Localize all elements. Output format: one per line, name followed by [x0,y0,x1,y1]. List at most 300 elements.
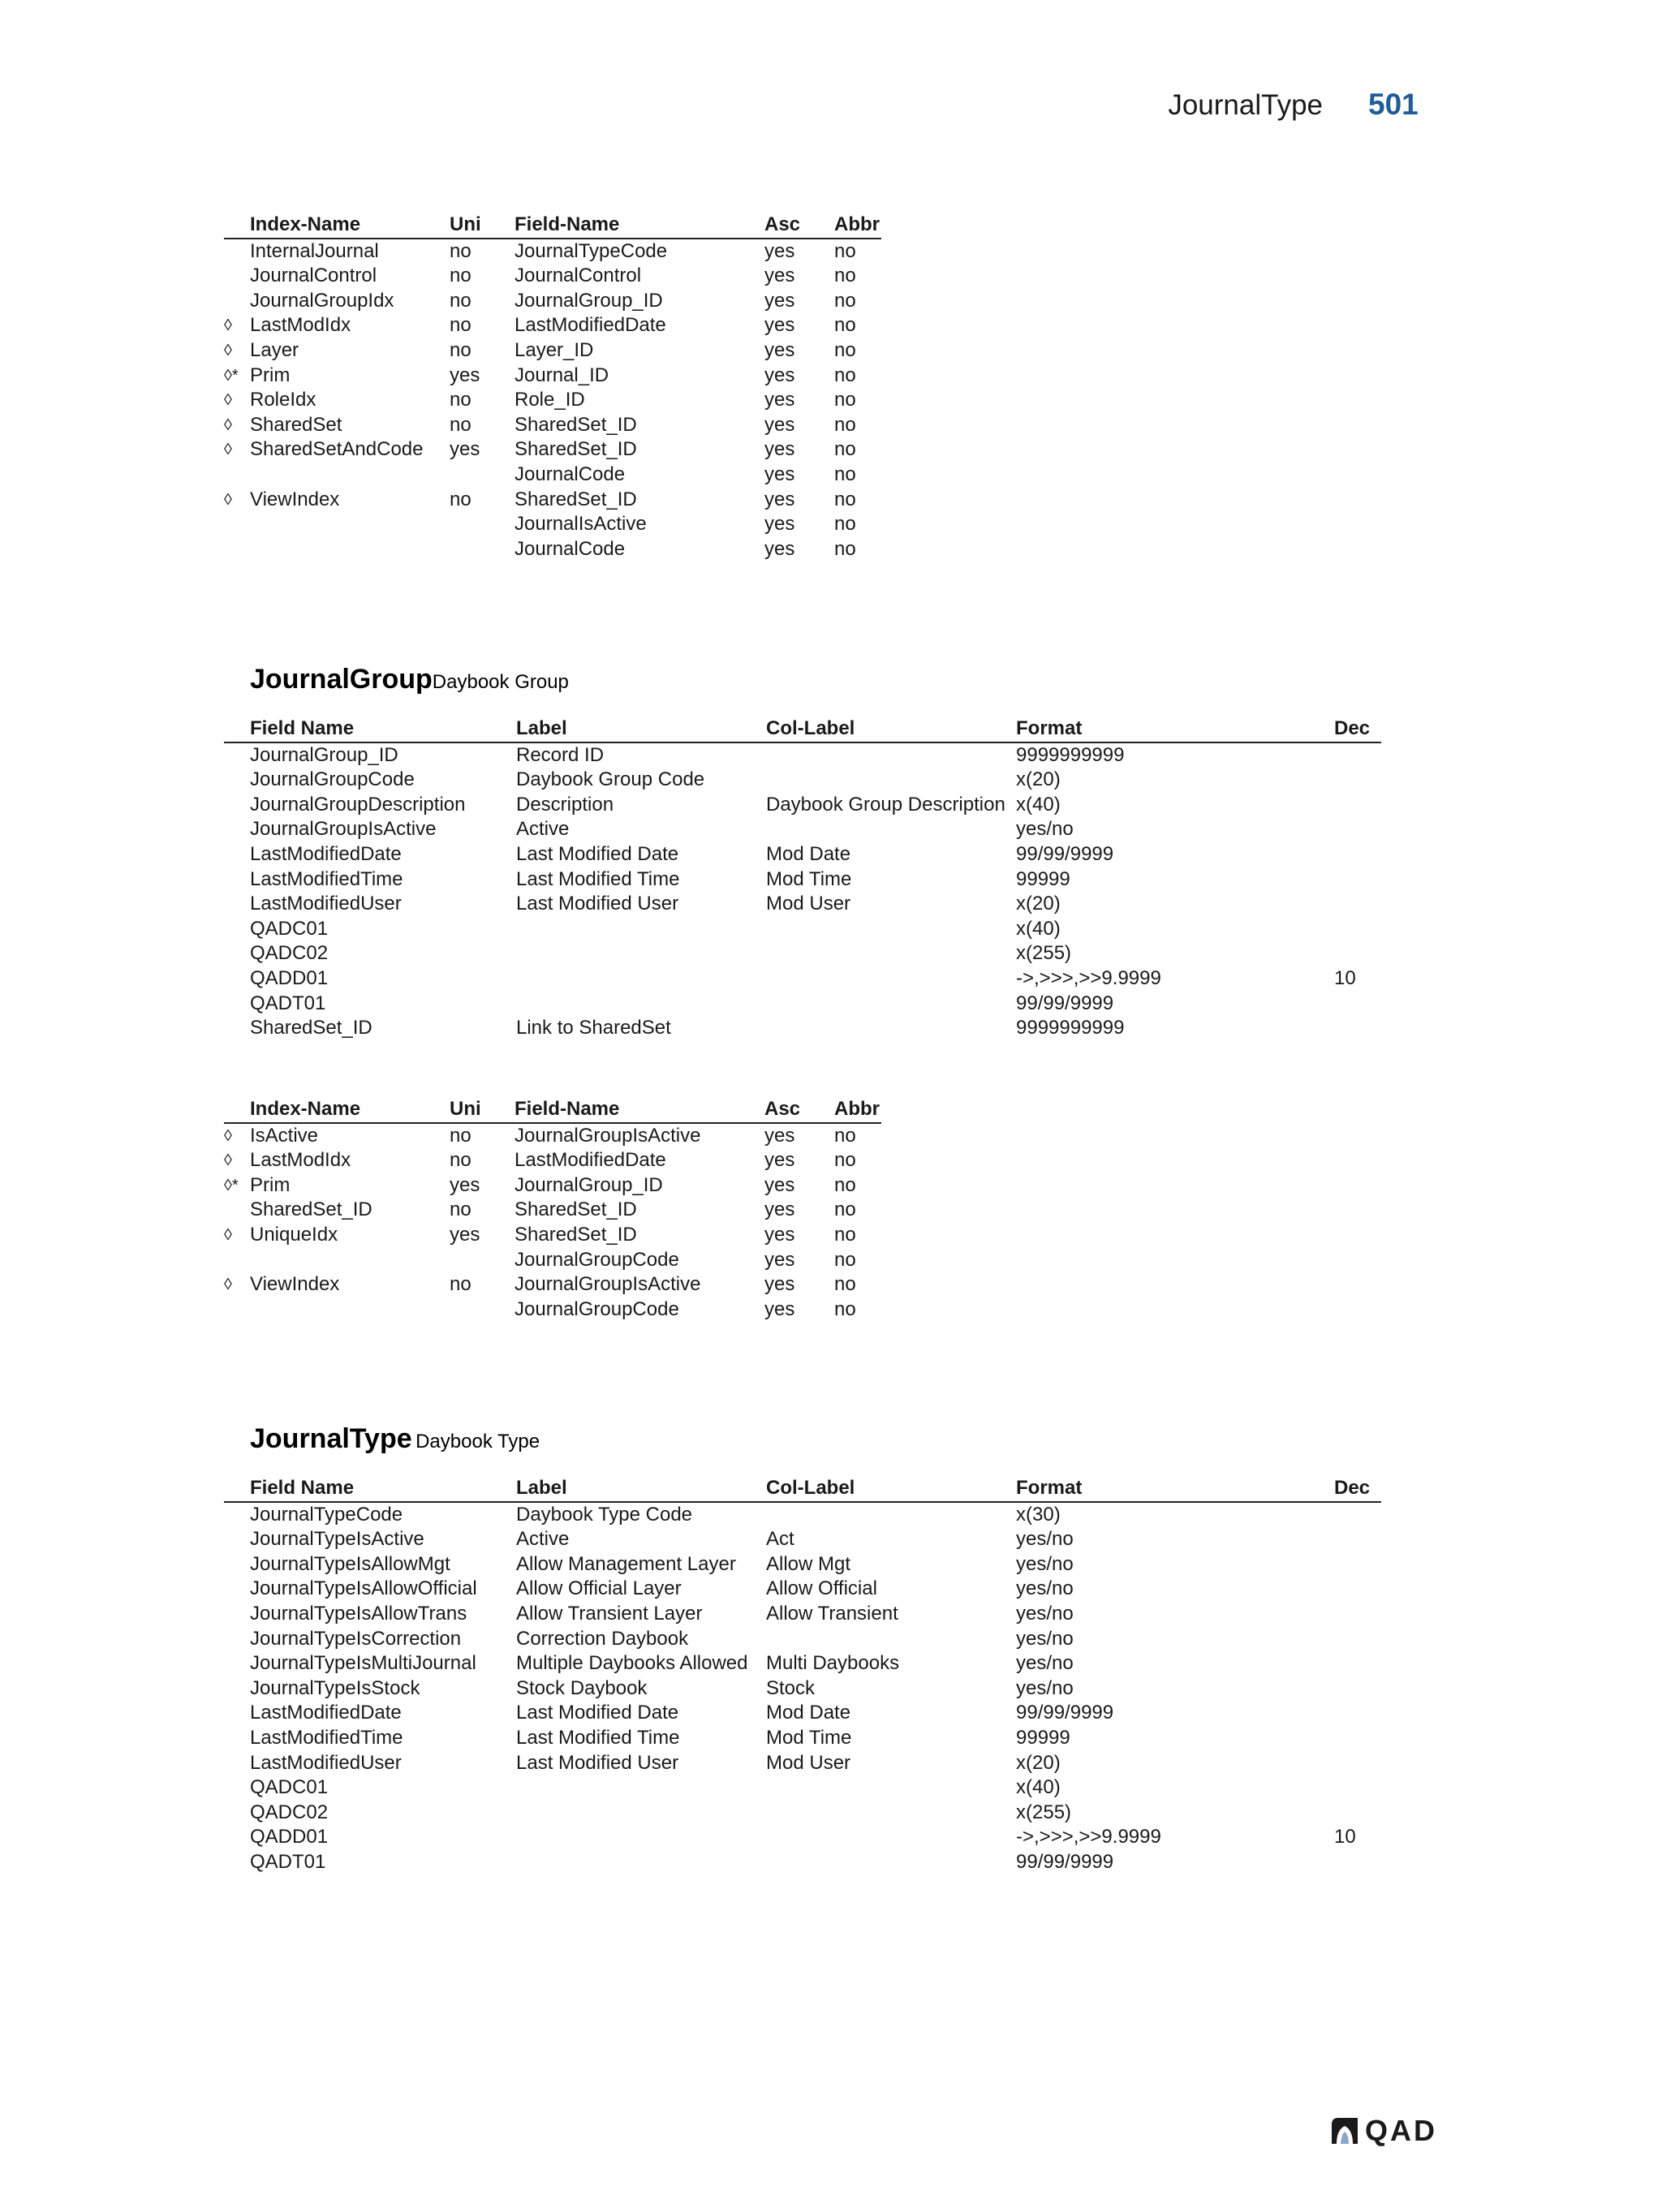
col-field-name: Field Name [250,1476,516,1502]
table-row [224,264,881,289]
table-cell: no [834,364,856,386]
table-row [224,1502,1381,1528]
table-row [224,742,1381,768]
col-dec: Dec [1334,1476,1381,1502]
table-cell: yes [764,1273,795,1296]
table-cell: no [834,265,856,287]
table-cell: JournalGroupCode [515,1298,679,1320]
table-cell [1334,1627,1381,1652]
table-cell: yes/no [1016,1602,1074,1625]
table-cell: yes/no [1016,1577,1074,1600]
table-cell: Allow Official Layer [516,1577,682,1600]
table-cell: yes [764,289,795,312]
field-table-body [224,1502,1381,1875]
table-cell: yes [764,338,795,361]
table-cell: yes [764,438,795,461]
table-cell: Last Modified Date [516,842,679,865]
col-label: Label [516,717,766,742]
table-cell: x(255) [1016,942,1072,965]
col-format: Format [1016,717,1334,742]
table-cell: InternalJournal [250,239,379,262]
table-cell [766,1775,1016,1801]
table-row [224,463,881,488]
index-marker [224,264,250,289]
table-cell [766,742,1016,768]
table-cell: no [450,338,471,361]
col-asc: Asc [764,1097,834,1123]
table-row [224,892,1381,917]
table-cell: JournalTypeCode [515,239,668,262]
journaltype-index-table [224,213,881,562]
table-cell: yes [764,239,795,262]
table-cell [766,1850,1016,1875]
table-cell: yes [764,389,795,411]
table-cell: Allow Management Layer [516,1552,736,1575]
table-cell [1334,1527,1381,1552]
table-cell: no [834,389,856,411]
index-marker [224,1298,250,1323]
table-row [224,1825,1381,1850]
table-cell [1334,1676,1381,1702]
table-cell: yes [764,1199,795,1221]
table-cell: QADC01 [250,1776,329,1799]
table-cell: no [450,488,471,510]
table-cell: Allow Official [766,1577,877,1600]
table-cell: Allow Mgt [766,1552,851,1575]
table-cell [1334,917,1381,942]
table-cell [250,463,450,488]
table-cell: SharedSet_ID [250,1199,372,1221]
table-cell [766,941,1016,966]
table-row [224,1248,881,1273]
table-cell: 99999 [1016,867,1070,890]
table-row [224,817,1381,842]
table-cell [516,992,766,1017]
table-cell: LastModifiedDate [250,842,402,865]
table-cell: yes/no [1016,1627,1074,1650]
table-cell: JournalTypeIsMultiJournal [250,1652,476,1675]
index-marker: ◊ [224,341,232,359]
section-table-description: Daybook Group [432,671,569,693]
table-cell: Mod User [766,893,851,915]
table-cell [766,768,1016,793]
table-row [224,388,881,413]
table-row [224,793,1381,818]
table-cell: JournalGroup_ID [250,743,398,766]
table-cell: yes/no [1016,1676,1074,1699]
table-cell: no [834,513,856,536]
journalgroup-field-table [224,717,1381,1041]
index-marker: ◊ [224,490,232,509]
table-cell [450,1298,515,1323]
table-cell [516,1850,766,1875]
table-cell: no [834,338,856,361]
table-row [224,966,1381,992]
table-cell: Description [516,793,614,816]
table-cell [1334,1801,1381,1826]
index-marker: ◊ [224,1276,232,1294]
index-marker [224,289,250,314]
table-row [224,1627,1381,1652]
table-cell: yes [764,364,795,386]
table-cell: 9999999999 [1016,1017,1125,1039]
table-cell: JournalGroup_ID [515,1173,663,1196]
table-cell: Journal_ID [515,364,609,386]
section-table-name: JournalType [250,1423,412,1454]
table-row [224,1148,881,1173]
col-field-name: Field-Name [515,213,764,239]
table-row [224,239,881,265]
table-row [224,1676,1381,1702]
table-cell: JournalControl [515,265,642,287]
table-cell: SharedSet_ID [515,488,637,510]
col-uni: Uni [450,213,515,239]
table-cell: QADT01 [250,992,326,1014]
table-cell: Last Modified Time [516,1726,680,1749]
index-table-body [224,239,881,562]
col-col-label: Col-Label [766,717,1016,742]
table-cell: yes [764,463,795,485]
table-cell: yes [450,364,480,386]
table-cell: QADD01 [250,1826,329,1848]
col-field-name: Field Name [250,717,516,742]
table-cell: QADT01 [250,1850,326,1873]
table-cell [766,817,1016,842]
table-cell: 99/99/9999 [1016,992,1114,1014]
table-cell: JournalGroupCode [250,768,415,791]
table-cell: Mod Time [766,867,852,890]
table-cell: Stock Daybook [516,1676,648,1699]
table-cell [250,537,450,562]
table-cell: no [834,1248,856,1271]
table-cell [1334,817,1381,842]
table-cell: Correction Daybook [516,1627,689,1650]
table-cell [1334,892,1381,917]
table-cell [1334,1775,1381,1801]
table-cell: no [450,289,471,312]
index-marker [224,239,250,265]
table-row [224,289,881,314]
table-row [224,917,1381,942]
table-cell: LastModifiedDate [250,1702,402,1724]
index-table-header [224,1097,881,1123]
table-row [224,1016,1381,1041]
table-cell: JournalTypeIsAllowTrans [250,1602,467,1625]
col-dec: Dec [1334,717,1381,742]
table-cell: x(20) [1016,1751,1061,1774]
table-cell [766,1825,1016,1850]
table-cell: Last Modified User [516,893,679,915]
table-cell: JournalTypeIsAllowMgt [250,1552,450,1575]
table-row [224,1751,1381,1776]
journalgroup-index-table [224,1097,881,1322]
table-cell: JournalTypeIsAllowOfficial [250,1577,477,1600]
table-cell: yes [764,1149,795,1172]
table-cell: ViewIndex [250,488,340,510]
table-cell: LastModifiedDate [515,314,666,337]
col-uni: Uni [450,1097,515,1123]
table-cell: no [450,413,471,436]
table-cell: Stock [766,1676,816,1699]
table-cell: SharedSet_ID [515,413,637,436]
table-cell [1334,1651,1381,1676]
table-row [224,842,1381,867]
table-cell: no [834,239,856,262]
table-row [224,1701,1381,1726]
table-cell [450,463,515,488]
table-cell: LastModifiedDate [515,1149,666,1172]
table-cell: no [834,314,856,337]
qad-logo-icon [1329,2116,1360,2145]
table-cell: JournalGroupCode [515,1248,679,1271]
table-cell: no [834,488,856,510]
table-cell: no [450,239,471,262]
table-cell: JournalCode [515,463,626,485]
section-table-description: Daybook Type [416,1431,540,1452]
table-cell: JournalGroupIsActive [515,1273,701,1296]
table-row [224,413,881,438]
table-cell: QADD01 [250,966,329,989]
table-cell: LastModifiedTime [250,867,403,890]
table-cell: ->,>>>,>>9.9999 [1016,1826,1161,1848]
table-cell: ViewIndex [250,1273,340,1296]
table-cell: no [834,537,856,560]
table-cell: Daybook Group Description [766,793,1005,816]
table-row [224,768,1381,793]
table-cell: SharedSet_ID [515,1223,637,1246]
table-row [224,537,881,562]
table-cell: x(40) [1016,917,1061,940]
table-cell: yes/no [1016,1552,1074,1575]
table-cell [766,1016,1016,1041]
table-cell: ->,>>>,>>9.9999 [1016,966,1161,989]
table-cell: JournalCode [515,537,626,560]
table-cell: no [450,389,471,411]
table-cell [1334,1726,1381,1751]
table-cell: x(20) [1016,768,1061,791]
table-cell: no [450,314,471,337]
table-cell: Layer [250,338,299,361]
table-cell: no [834,1298,856,1320]
table-cell: yes [764,314,795,337]
table-cell [1334,1577,1381,1602]
table-row [224,1123,881,1149]
table-cell [1334,1602,1381,1627]
table-cell: JournalTypeIsCorrection [250,1627,462,1650]
table-cell: yes [764,1124,795,1147]
table-cell [1334,742,1381,768]
table-cell: no [450,265,471,287]
table-cell: Active [516,818,570,841]
table-row [224,512,881,537]
table-cell: Last Modified Date [516,1702,679,1724]
table-cell: Mod Time [766,1726,852,1749]
table-cell [1334,992,1381,1017]
col-abbr: Abbr [834,213,881,239]
table-row [224,1272,881,1298]
table-cell: Daybook Group Code [516,768,705,791]
table-cell [1334,867,1381,893]
table-cell [250,1298,450,1323]
table-cell: Mod Date [766,1702,851,1724]
table-cell: Record ID [516,743,605,766]
table-cell: Link to SharedSet [516,1017,671,1039]
table-cell [1334,1701,1381,1726]
table-cell: no [834,1199,856,1221]
table-cell [1334,1502,1381,1528]
table-cell: yes [450,438,480,461]
table-cell: no [450,1199,471,1221]
table-cell [1334,1016,1381,1041]
table-cell [1334,793,1381,818]
table-cell: no [834,1173,856,1196]
table-cell [766,992,1016,1017]
col-format: Format [1016,1476,1334,1502]
index-marker: ◊* [224,1176,239,1194]
table-row [224,992,1381,1017]
table-cell: Role_ID [515,389,585,411]
index-marker [224,1198,250,1223]
table-row [224,1552,1381,1577]
table-cell: no [834,1124,856,1147]
col-index-name: Index-Name [250,1097,450,1123]
header-title: JournalType [1168,89,1323,121]
table-row [224,1173,881,1199]
table-cell: Last Modified Time [516,867,680,890]
table-row [224,338,881,364]
table-cell [1334,941,1381,966]
table-row [224,1850,1381,1875]
table-row [224,1726,1381,1751]
index-marker: ◊ [224,316,232,335]
table-cell: yes [764,1173,795,1196]
col-index-name: Index-Name [250,213,450,239]
table-cell [250,512,450,537]
col-col-label: Col-Label [766,1476,1016,1502]
index-marker: ◊* [224,366,239,385]
table-cell: LastModifiedTime [250,1726,403,1749]
table-row [224,1801,1381,1826]
table-cell: Multi Daybooks [766,1652,900,1675]
table-cell: no [834,289,856,312]
table-cell: Last Modified User [516,1751,679,1774]
table-cell: RoleIdx [250,389,316,411]
col-label: Label [516,1476,766,1502]
table-cell: 10 [1334,966,1356,989]
index-marker: ◊ [224,1151,232,1170]
table-cell: yes [764,1223,795,1246]
table-row [224,437,881,463]
journaltype-heading [250,1423,540,1455]
table-cell: LastModIdx [250,314,351,337]
table-cell: 9999999999 [1016,743,1125,766]
table-cell: SharedSet_ID [515,438,637,461]
table-cell: Act [766,1528,794,1551]
table-cell [1334,842,1381,867]
page-number: 501 [1368,88,1419,121]
table-cell: 99/99/9999 [1016,1702,1114,1724]
table-cell: Allow Transient [766,1602,898,1625]
table-cell [1334,1850,1381,1875]
table-cell: x(40) [1016,1776,1061,1799]
table-cell: no [450,1149,471,1172]
table-cell: JournalTypeIsActive [250,1528,424,1551]
table-cell: no [834,1273,856,1296]
table-cell [766,1801,1016,1826]
table-row [224,1198,881,1223]
table-cell: LastModifiedUser [250,1751,402,1774]
table-cell: yes/no [1016,1528,1074,1551]
table-cell: no [834,1149,856,1172]
table-cell: JournalGroup_ID [515,289,663,312]
index-marker [224,512,250,537]
logo-text: QAD [1365,2114,1437,2147]
table-cell: x(20) [1016,893,1061,915]
table-cell: UniqueIdx [250,1223,338,1246]
table-cell [450,537,515,562]
table-cell: yes [764,413,795,436]
table-cell [516,1801,766,1826]
table-cell [766,1502,1016,1528]
table-cell: QADC01 [250,917,329,940]
table-row [224,1298,881,1323]
table-cell: no [834,438,856,461]
table-cell: JournalTypeCode [250,1503,403,1526]
table-cell: JournalIsActive [515,513,647,536]
col-field-name: Field-Name [515,1097,764,1123]
table-cell: Layer_ID [515,338,594,361]
table-cell: JournalControl [250,265,377,287]
table-cell: x(30) [1016,1503,1061,1526]
table-cell: SharedSet_ID [250,1017,372,1039]
table-cell: yes [764,488,795,510]
table-cell: 99/99/9999 [1016,842,1114,865]
table-cell [766,966,1016,992]
table-cell: JournalGroupIsActive [515,1124,701,1147]
journaltype-field-table [224,1476,1381,1875]
col-asc: Asc [764,213,834,239]
table-cell: yes [764,1298,795,1320]
journalgroup-heading [250,664,569,695]
table-cell: Mod Date [766,842,851,865]
index-table-body [224,1123,881,1323]
index-table-header [224,213,881,239]
index-marker [224,463,250,488]
index-marker: ◊ [224,441,232,459]
index-marker: ◊ [224,1126,232,1145]
field-table-header [224,1476,1381,1502]
field-table-header [224,717,1381,742]
index-marker: ◊ [224,1225,232,1244]
table-cell [1334,1751,1381,1776]
table-cell: JournalGroupIsActive [250,818,437,841]
table-cell: 10 [1334,1826,1356,1848]
table-cell: LastModifiedUser [250,893,402,915]
table-row [224,867,1381,893]
table-cell: Prim [250,364,291,386]
table-cell: Mod User [766,1751,851,1774]
table-cell: Multiple Daybooks Allowed [516,1652,748,1675]
table-row [224,488,881,513]
table-row [224,364,881,389]
table-cell: no [450,1273,471,1296]
table-row [224,1651,1381,1676]
table-cell: no [450,1124,471,1147]
table-cell: Allow Transient Layer [516,1602,703,1625]
table-cell: QADC02 [250,1801,329,1823]
table-cell: x(255) [1016,1801,1072,1823]
table-cell [516,1775,766,1801]
